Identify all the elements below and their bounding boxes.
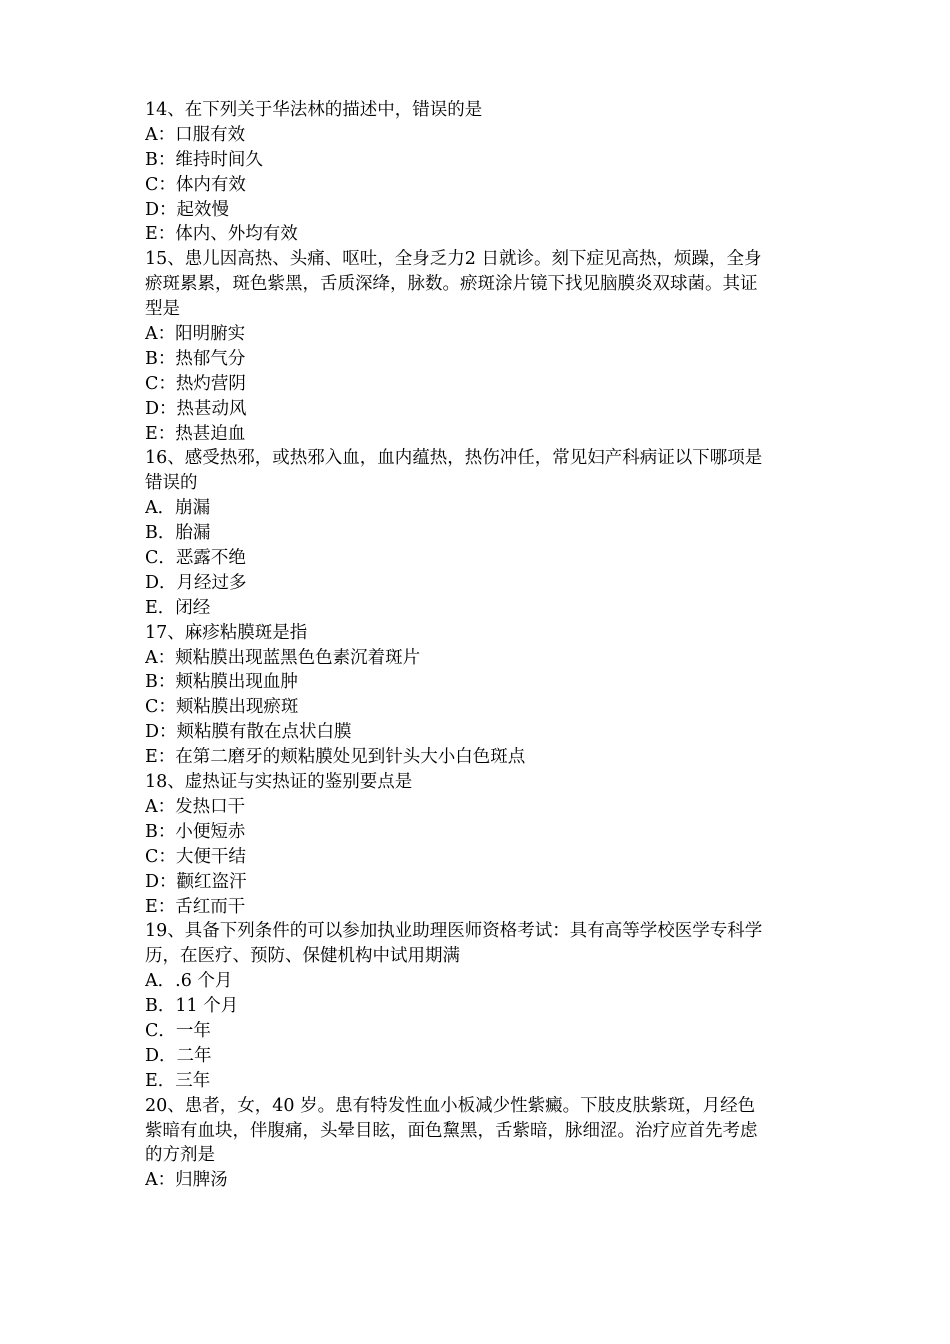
question-16-line-2: 错误的: [145, 473, 198, 494]
question-19-line-1: 19、具备下列条件的可以参加执业助理医师资格考试：具有高等学校医学专科学: [145, 921, 763, 942]
question-16-option-d: D．月经过多: [145, 572, 247, 593]
question-19-option-b: B．11 个月: [145, 996, 239, 1017]
question-20-line-2: 紫暗有血块，伴腹痛，头晕目眩，面色黧黑，舌紫暗，脉细涩。治疗应首先考虑: [145, 1120, 758, 1141]
question-14-line-1: 14、在下列关于华法林的描述中，错误的是: [145, 100, 483, 120]
question-15-option-b: B：热郁气分: [145, 348, 246, 369]
question-19-option-d: D．二年: [145, 1045, 212, 1066]
question-18-option-e: E：舌红而干: [145, 896, 246, 917]
question-15: [145, 247, 820, 446]
question-19-option-c: C．一年: [145, 1020, 211, 1041]
question-17-option-a: A：颊粘膜出现蓝黑色色素沉着斑片: [145, 647, 421, 668]
question-17-line-1: 17、麻疹粘膜斑是指: [145, 622, 308, 643]
question-18: [145, 770, 820, 919]
question-16-line-1: 16、感受热邪，或热邪入血，血内蕴热，热伤冲任，常见妇产科病证以下哪项是: [145, 448, 763, 469]
question-20-line-1: 20、患者，女，40 岁。患有特发性血小板减少性紫癜。下肢皮肤紫斑，月经色: [145, 1095, 756, 1116]
question-16-option-e: E．闭经: [145, 597, 211, 618]
document-page: [145, 98, 820, 1193]
question-17-option-e: E：在第二磨牙的颊粘膜处见到针头大小白色斑点: [145, 747, 526, 768]
question-15-line-3: 型是: [145, 299, 180, 320]
question-16-option-a: A．崩漏: [145, 498, 211, 519]
question-15-line-1: 15、患儿因高热、头痛、呕吐，全身乏力2 日就诊。刻下症见高热，烦躁，全身: [145, 249, 762, 270]
question-18-option-d: D：颧红盗汗: [145, 871, 247, 892]
question-14: [145, 98, 820, 247]
question-14-option-c: C：体内有效: [145, 174, 246, 195]
question-18-option-c: C：大便干结: [145, 846, 246, 867]
question-18-option-a: A：发热口干: [145, 796, 246, 817]
question-14-option-e: E：体内、外均有效: [145, 224, 298, 245]
question-14-option-d: D：起效慢: [145, 199, 230, 220]
question-15-line-2: 瘀斑累累，斑色紫黑，舌质深绛，脉数。瘀斑涂片镜下找见脑膜炎双球菌。其证: [145, 274, 758, 295]
question-17-option-c: C：颊粘膜出现瘀斑: [145, 697, 299, 718]
question-16: [145, 446, 820, 620]
question-19: [145, 919, 820, 1093]
question-19-option-e: E．三年: [145, 1070, 211, 1091]
question-14-option-a: A：口服有效: [145, 124, 246, 145]
question-20-option-a: A：归脾汤: [145, 1170, 228, 1191]
question-18-line-1: 18、虚热证与实热证的鉴别要点是: [145, 772, 413, 793]
question-15-option-c: C：热灼营阴: [145, 373, 246, 394]
question-16-option-b: B．胎漏: [145, 523, 211, 544]
question-14-option-b: B：维持时间久: [145, 149, 263, 170]
question-16-option-c: C．恶露不绝: [145, 548, 246, 569]
question-17: [145, 621, 820, 770]
question-17-option-b: B：颊粘膜出现血肿: [145, 672, 298, 693]
question-15-option-d: D：热甚动风: [145, 398, 247, 419]
question-18-option-b: B：小便短赤: [145, 821, 246, 842]
question-15-option-e: E：热甚迫血: [145, 423, 246, 444]
question-20-line-3: 的方剂是: [145, 1145, 215, 1166]
question-20: [145, 1094, 820, 1194]
question-15-option-a: A：阳明腑实: [145, 324, 246, 345]
question-19-line-2: 历，在医疗、预防、保健机构中试用期满: [145, 946, 460, 967]
question-19-option-a: A．.6 个月: [145, 971, 233, 992]
question-17-option-d: D：颊粘膜有散在点状白膜: [145, 722, 352, 743]
